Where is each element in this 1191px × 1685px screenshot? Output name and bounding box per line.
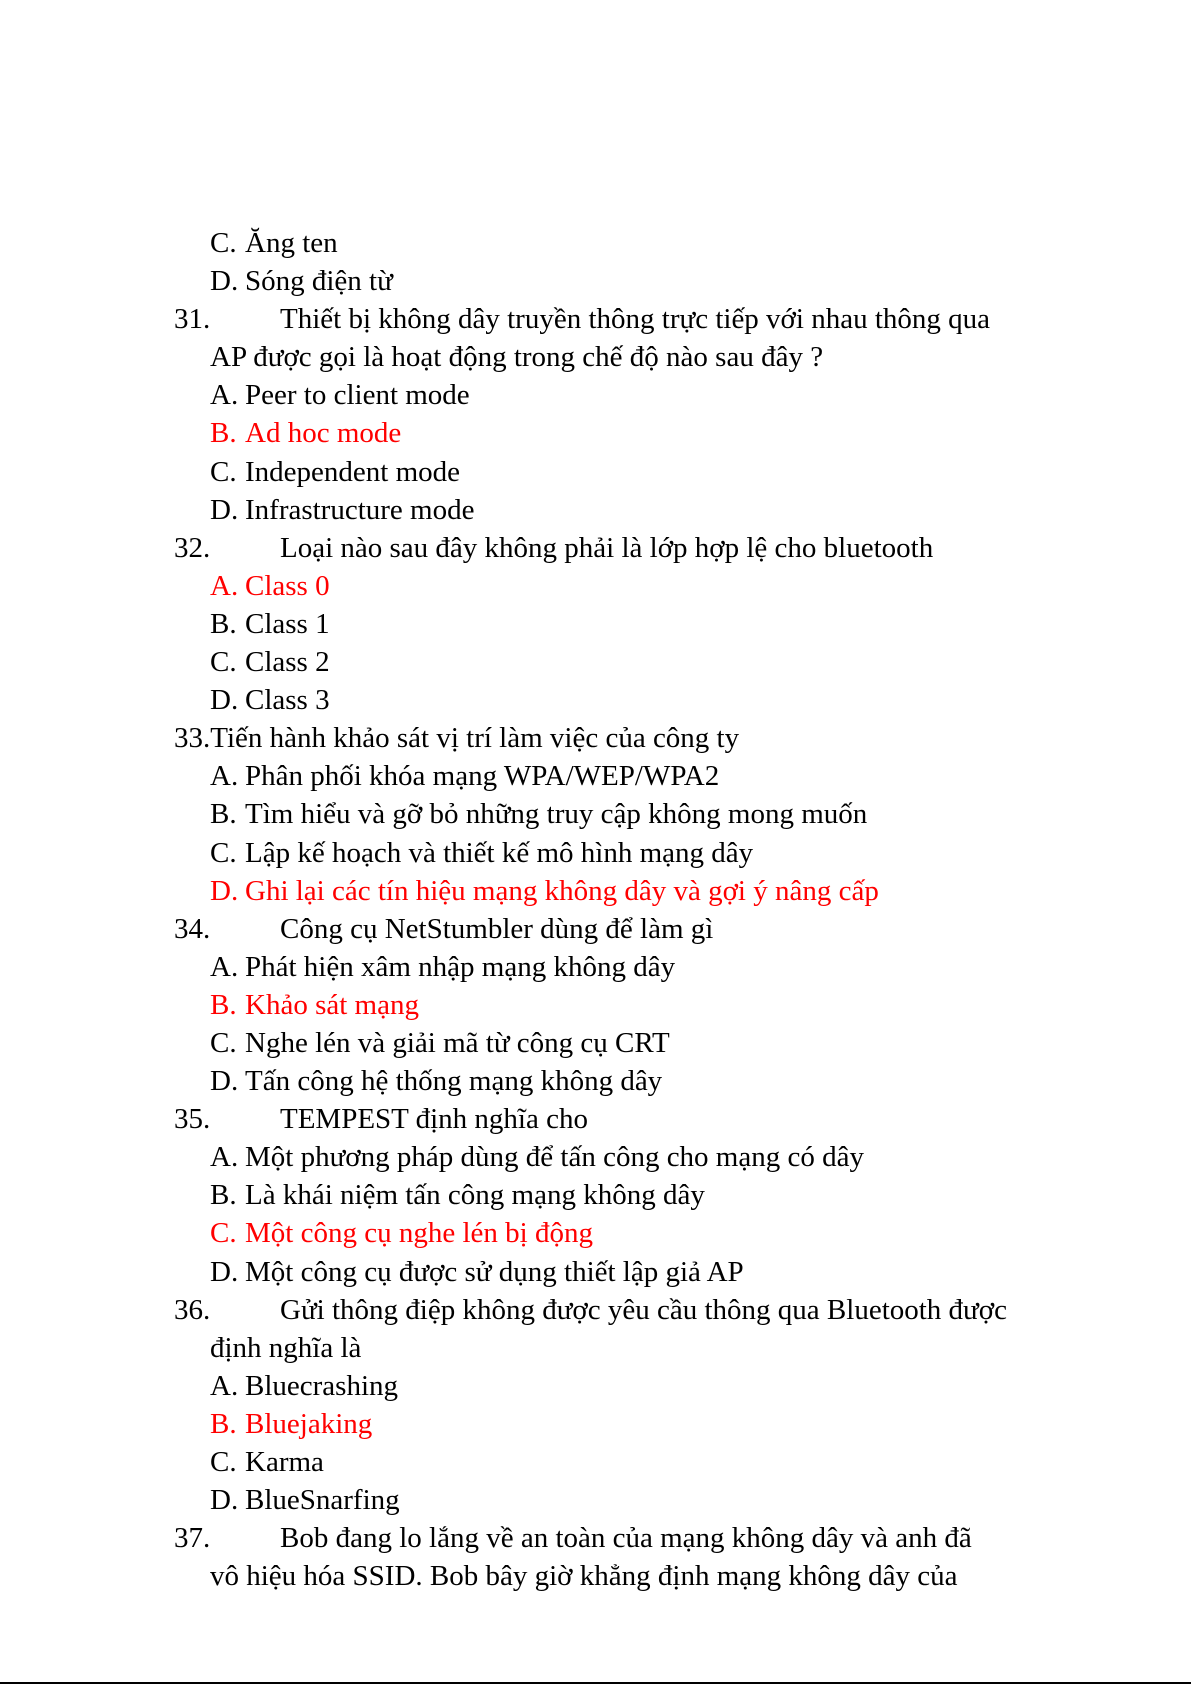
question-number: 31.: [174, 303, 211, 336]
answer-option: [0, 834, 1191, 872]
question-list: [0, 224, 1191, 1595]
answer-option: [0, 1405, 1191, 1443]
question-number: 36.: [174, 1293, 211, 1326]
answer-option: [0, 376, 1191, 414]
question-text: Bob đang lo lắng về an toàn của mạng không dây và anh đã: [280, 1522, 972, 1555]
option-letter: D.: [210, 874, 239, 907]
option-letter: D.: [210, 265, 239, 298]
option-text: Một công cụ nghe lén bị động: [245, 1217, 593, 1250]
option-text: Bluejaking: [245, 1407, 373, 1440]
option-letter: B.: [210, 417, 237, 450]
option-letter: D.: [210, 1255, 239, 1288]
option-letter: C.: [210, 227, 237, 259]
option-letter: C.: [210, 1026, 237, 1059]
option-text: Class 1: [245, 607, 330, 640]
answer-option-text: [210, 224, 338, 262]
question-number: 37.: [174, 1522, 211, 1555]
answer-option: [0, 795, 1191, 833]
question-continuation-line: [0, 338, 1191, 376]
answer-option-text: [210, 262, 393, 300]
option-text: Phân phối khóa mạng WPA/WEP/WPA2: [245, 760, 720, 793]
answer-option: [0, 567, 1191, 605]
answer-option-text: [210, 1062, 662, 1100]
option-letter: B.: [210, 988, 237, 1021]
answer-option: [0, 605, 1191, 643]
option-text: Class 0: [245, 569, 330, 602]
option-text: BlueSnarfing: [245, 1484, 400, 1517]
answer-option-text: [210, 376, 470, 414]
option-letter: A.: [210, 1369, 239, 1402]
option-text: Bluecrashing: [245, 1369, 399, 1402]
option-letter: D.: [210, 1065, 239, 1098]
correct-answer-option: [210, 567, 330, 605]
page-bottom-rule: [0, 1682, 1191, 1684]
answer-option: [0, 986, 1191, 1024]
answer-option: [0, 681, 1191, 719]
answer-option-text: [210, 834, 753, 872]
answer-option: [0, 224, 1191, 262]
answer-option: [0, 872, 1191, 910]
answer-option: [0, 643, 1191, 681]
question-text: Công cụ NetStumbler dùng để làm gì: [280, 912, 714, 945]
option-letter: C.: [210, 646, 237, 679]
answer-option-text: [210, 643, 330, 681]
option-text: Tấn công hệ thống mạng không dây: [245, 1065, 663, 1098]
question-line: [0, 1519, 1191, 1557]
correct-answer-option: [210, 872, 879, 910]
answer-option-text: [210, 1138, 864, 1176]
option-letter: A.: [210, 569, 239, 602]
option-letter: D.: [210, 684, 239, 717]
answer-option-text: [210, 1253, 744, 1291]
question-line: [0, 300, 1191, 338]
option-text: Ad hoc mode: [245, 417, 402, 450]
answer-option: [0, 757, 1191, 795]
answer-option-text: [210, 491, 474, 529]
option-letter: A.: [210, 379, 239, 412]
option-letter: A.: [210, 760, 239, 793]
question-continuation-line: [0, 1557, 1191, 1595]
question-number: 35.: [174, 1103, 211, 1136]
option-letter: A.: [210, 950, 239, 983]
question-line: [0, 529, 1191, 567]
option-text: Một phương pháp dùng để tấn công cho mạng có dây: [245, 1141, 864, 1174]
answer-option: [0, 1443, 1191, 1481]
question-line: [0, 719, 1191, 757]
question-text-continuation: định nghĩa là: [210, 1331, 362, 1364]
option-text: Independent mode: [245, 455, 461, 488]
answer-option: [0, 414, 1191, 452]
answer-option: [0, 1024, 1191, 1062]
option-letter: C.: [210, 1217, 237, 1250]
option-letter: C.: [210, 836, 237, 869]
answer-option-text: [210, 1024, 670, 1062]
correct-answer-option: [210, 414, 401, 452]
option-text: Lập kế hoạch và thiết kế mô hình mạng dây: [245, 836, 754, 869]
answer-option-text: [210, 1367, 398, 1405]
option-letter: C.: [210, 455, 237, 488]
option-letter: B.: [210, 1407, 237, 1440]
question-text: Thiết bị không dây truyền thông trực tiếp với nhau thông qua: [280, 303, 991, 336]
answer-option-text: [210, 757, 719, 795]
answer-option-text: [210, 1176, 705, 1214]
answer-option: [0, 948, 1191, 986]
option-text: Karma: [245, 1446, 324, 1478]
answer-option: [0, 1367, 1191, 1405]
option-text: Khảo sát mạng: [245, 988, 419, 1021]
option-text: Ghi lại các tín hiệu mạng không dây và gợi ý nâng cấp: [245, 874, 879, 907]
question-line: [0, 910, 1191, 948]
question-line: [0, 1100, 1191, 1138]
answer-option-text: [210, 681, 330, 719]
option-text: Infrastructure mode: [245, 493, 475, 526]
answer-option: [0, 1481, 1191, 1519]
option-text: Phát hiện xâm nhập mạng không dây: [245, 950, 676, 983]
answer-option-text: [210, 795, 867, 833]
question-line: [0, 1291, 1191, 1329]
answer-option-text: [210, 453, 460, 491]
option-letter: C.: [210, 1446, 237, 1478]
option-text: Ăng ten: [245, 227, 338, 259]
answer-option-text: [210, 1481, 400, 1519]
correct-answer-option: [210, 1405, 372, 1443]
answer-option-text: [210, 1443, 324, 1481]
answer-option: [0, 1062, 1191, 1100]
question-continuation-line: [0, 1329, 1191, 1367]
answer-option-text: [210, 948, 675, 986]
option-text: Nghe lén và giải mã từ công cụ CRT: [245, 1026, 670, 1059]
option-letter: B.: [210, 1179, 237, 1212]
question-text-continuation: AP được gọi là hoạt động trong chế độ nào sau đây ?: [210, 341, 824, 374]
question-text: Loại nào sau đây không phải là lớp hợp lệ cho bluetooth: [280, 531, 934, 564]
answer-option: [0, 1253, 1191, 1291]
answer-option-text: [210, 605, 330, 643]
option-text: Class 2: [245, 646, 330, 679]
question-text: TEMPEST định nghĩa cho: [280, 1103, 588, 1136]
question-number: 32.: [174, 531, 211, 564]
answer-option: [0, 453, 1191, 491]
answer-option: [0, 1138, 1191, 1176]
question-text: Gửi thông điệp không được yêu cầu thông qua Bluetooth được: [280, 1293, 1007, 1326]
option-letter: D.: [210, 493, 239, 526]
answer-option: [0, 491, 1191, 529]
option-text: Sóng điện từ: [245, 265, 393, 298]
question-number: 34.: [174, 912, 211, 945]
option-text: Là khái niệm tấn công mạng không dây: [245, 1179, 705, 1212]
option-letter: D.: [210, 1484, 239, 1517]
question-text: Tiến hành khảo sát vị trí làm việc của công ty: [210, 722, 740, 755]
correct-answer-option: [210, 1214, 593, 1252]
correct-answer-option: [210, 986, 419, 1024]
question-33: [174, 719, 739, 757]
answer-option: [0, 262, 1191, 300]
option-text: Tìm hiểu và gỡ bỏ những truy cập không mong muốn: [245, 798, 868, 831]
option-text: Một công cụ được sử dụng thiết lập giả AP: [245, 1255, 744, 1288]
answer-option: [0, 1176, 1191, 1214]
option-letter: B.: [210, 798, 237, 831]
option-letter: B.: [210, 607, 237, 640]
option-text: Class 3: [245, 684, 330, 717]
option-text: Peer to client mode: [245, 379, 470, 412]
question-text-continuation: vô hiệu hóa SSID. Bob bây giờ khẳng định mạng không dây của: [210, 1560, 958, 1593]
answer-option: [0, 1214, 1191, 1252]
question-number: 33.: [174, 722, 211, 755]
option-letter: A.: [210, 1141, 239, 1174]
